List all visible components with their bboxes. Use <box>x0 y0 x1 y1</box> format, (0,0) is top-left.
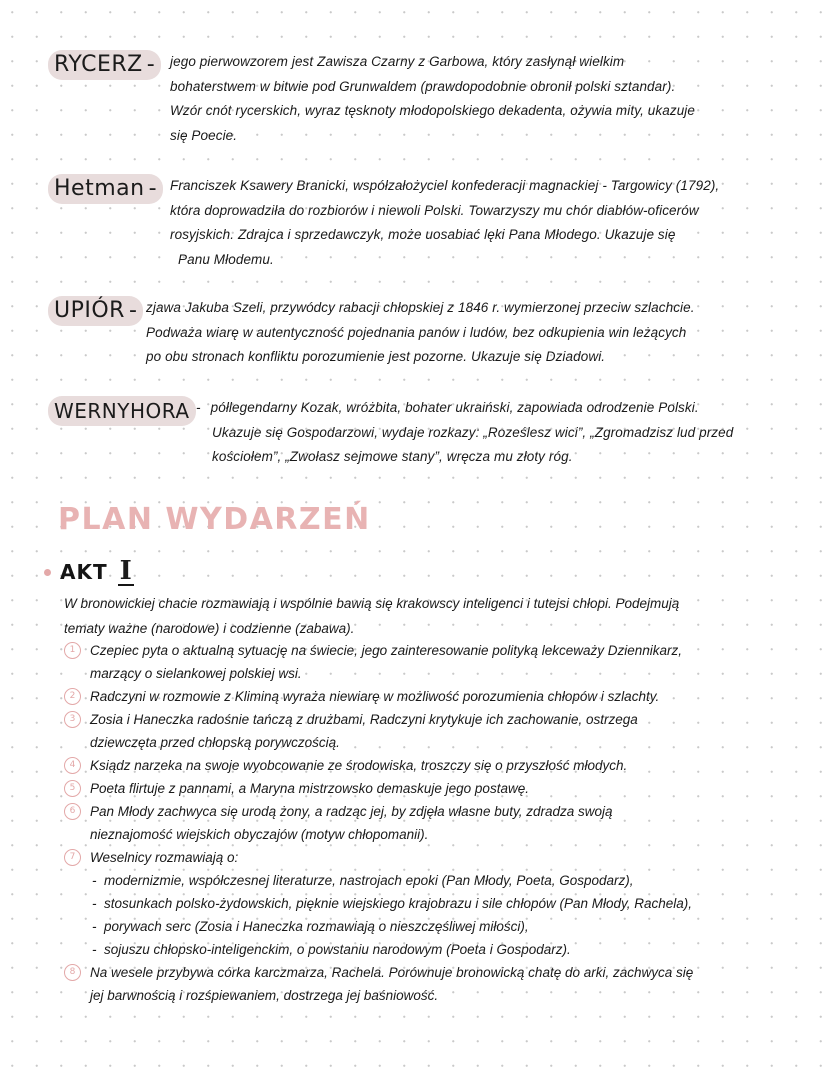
event-line: Na wesele przybywa córka karczmarza, Rachela. Porównuje bronowicką chatę do arki, zachwyca się <box>90 965 694 980</box>
term-text: Hetman <box>54 176 145 201</box>
section-title: PLAN WYDARZEŃ <box>58 502 371 537</box>
term-dash: - <box>128 298 138 323</box>
character-entry-wernyhora <box>48 396 818 476</box>
intro-line: tematy ważne (narodowe) i codzienne (zabawa). <box>64 620 355 636</box>
event-item <box>64 639 820 685</box>
description-line: się Poecie. <box>170 127 238 143</box>
character-entry-upior <box>48 296 818 376</box>
event-item <box>64 961 820 1007</box>
term-text: RYCERZ <box>54 52 143 77</box>
topic-item: - stosunkach polsko-żydowskich, pięknie wiejskiego krajobrazu i sile chłopów (Pan Młody, Rachela), <box>92 896 693 911</box>
description-line: jego pierwowzorem jest Zawisza Czarny z Garbowa, który zasłynął wielkim <box>170 54 625 69</box>
term-text: WERNYHORA <box>54 399 190 423</box>
act-label: AKT <box>60 560 108 584</box>
term-description <box>170 50 820 148</box>
event-item <box>64 800 820 846</box>
description-line: Podważa wiarę w autentyczność pojednania panów i ludów, bez odkupienia win leżących <box>146 324 687 340</box>
number-circle-icon: 2 <box>64 688 81 705</box>
term-label <box>48 296 143 326</box>
description-line: Panu Młodemu. <box>178 251 274 267</box>
term-label <box>48 50 161 80</box>
number-circle-icon: 5 <box>64 780 81 797</box>
act-intro <box>64 592 814 641</box>
event-line: Weselnicy rozmawiają o: <box>90 850 239 865</box>
number-circle-icon: 4 <box>64 757 81 774</box>
term-dash: - <box>196 400 201 415</box>
term-description <box>196 396 820 470</box>
event-line: Poeta flirtuje z pannami, a Maryna mistrzowsko demaskuje jego postawę. <box>90 781 529 796</box>
event-line: dziewczęta przed chłopską porywczością. <box>90 735 340 750</box>
term-text: UPIÓR <box>54 298 125 323</box>
description-line: rosyjskich. Zdrajca i sprzedawczyk, może uosabiać lęki Pana Młodego. Ukazuje się <box>170 227 676 242</box>
description-line: bohaterstwem w bitwie pod Grunwaldem (prawdopodobnie obronił polski sztandar). <box>170 78 676 94</box>
event-line: nieznajomość wiejskich obyczajów (motyw chłopomanii). <box>90 827 429 842</box>
topic-item: - modernizmie, współczesnej literaturze, nastrojach epoki (Pan Młody, Poeta, Gospodarz), <box>92 873 634 888</box>
term-label <box>48 396 196 426</box>
act-heading <box>44 558 134 586</box>
description-line: Franciszek Ksawery Branicki, współzałożyciel konfederacji magnackiej - Targowicy (1792), <box>170 178 720 193</box>
topic-item: - sojuszu chłopsko-inteligenckim, o powstaniu narodowym (Poeta i Gospodarz). <box>92 942 571 957</box>
term-description <box>146 296 818 370</box>
term-dash: - <box>146 52 156 77</box>
bullet-dot-icon <box>44 569 51 576</box>
number-circle-icon: 1 <box>64 642 81 659</box>
event-item <box>64 754 820 777</box>
event-line: Ksiądz narzeka na swoje wyobcowanie ze środowiska, troszczy się o przyszłość młodych. <box>90 758 628 773</box>
description-line: - półlegendarny Kozak, wróżbita, bohater ukraiński, zapowiada odrodzenie Polski. <box>196 400 699 415</box>
description-line: Wzór cnót rycerskich, wyraz tęsknoty młodopolskiego dekadenta, ożywia mity, ukazuje <box>170 103 696 118</box>
event-line: Czepiec pyta o aktualną sytuację na świecie, jego zainteresowanie polityką lekceważy Dziennikarz, <box>90 643 683 658</box>
number-circle-icon: 6 <box>64 803 81 820</box>
event-item <box>64 777 820 800</box>
description-line: Ukazuje się Gospodarzowi, wydaje rozkazy: „Roześlesz wici”, „Zgromadzisz lud przed <box>212 424 734 440</box>
event-line: Radczyni w rozmowie z Kliminą wyraża niewiarę w możliwość porozumienia chłopów i szlachty. <box>90 689 660 704</box>
description-line: kościołem”, „Zwołasz sejmowe stany”, wręcza mu złoty róg. <box>212 449 573 464</box>
term-dash: - <box>148 176 158 201</box>
description-line: po obu stronach konfliktu porozumienie jest pozorne. Ukazuje się Dziadowi. <box>146 349 606 364</box>
character-entry-rycerz <box>48 50 818 160</box>
number-circle-icon: 3 <box>64 711 81 728</box>
event-item <box>64 708 820 754</box>
intro-line: W bronowickiej chacie rozmawiają i wspólnie bawią się krakowscy inteligenci i tutejsi chłopi. Podejmują <box>64 596 680 611</box>
description-line: zjawa Jakuba Szeli, przywódcy rabacji chłopskiej z 1846 r. wymierzonej przeciw szlachcie. <box>146 300 695 315</box>
topic-item: - porywach serc (Zosia i Haneczka rozmawiają o nieszczęśliwej miłości), <box>92 919 529 934</box>
event-line: Pan Młody zachwyca się urodą żony, a radząc jej, by zdjęła własne buty, zdradza swoją <box>90 804 613 819</box>
event-line: jej barwnością i rozśpiewaniem, dostrzega jej baśniowość. <box>90 988 439 1003</box>
event-item <box>64 846 820 961</box>
term-description <box>170 174 820 272</box>
event-line: marzący o sielankowej polskiej wsi. <box>90 666 302 681</box>
act-number: I <box>119 556 132 586</box>
event-item <box>64 685 820 708</box>
number-circle-icon: 8 <box>64 964 81 981</box>
description-line: która doprowadziła do rozbiorów i niewoli Polski. Towarzyszy mu chór diabłów-oficerów <box>170 202 699 218</box>
event-line: Zosia i Haneczka radośnie tańczą z drużbami, Radczyni krytykuje ich zachowanie, ostrzega <box>90 712 638 727</box>
number-circle-icon: 7 <box>64 849 81 866</box>
character-entry-hetman <box>48 174 818 274</box>
term-label <box>48 174 163 204</box>
event-list <box>64 639 820 1007</box>
topic-sublist <box>90 869 820 961</box>
